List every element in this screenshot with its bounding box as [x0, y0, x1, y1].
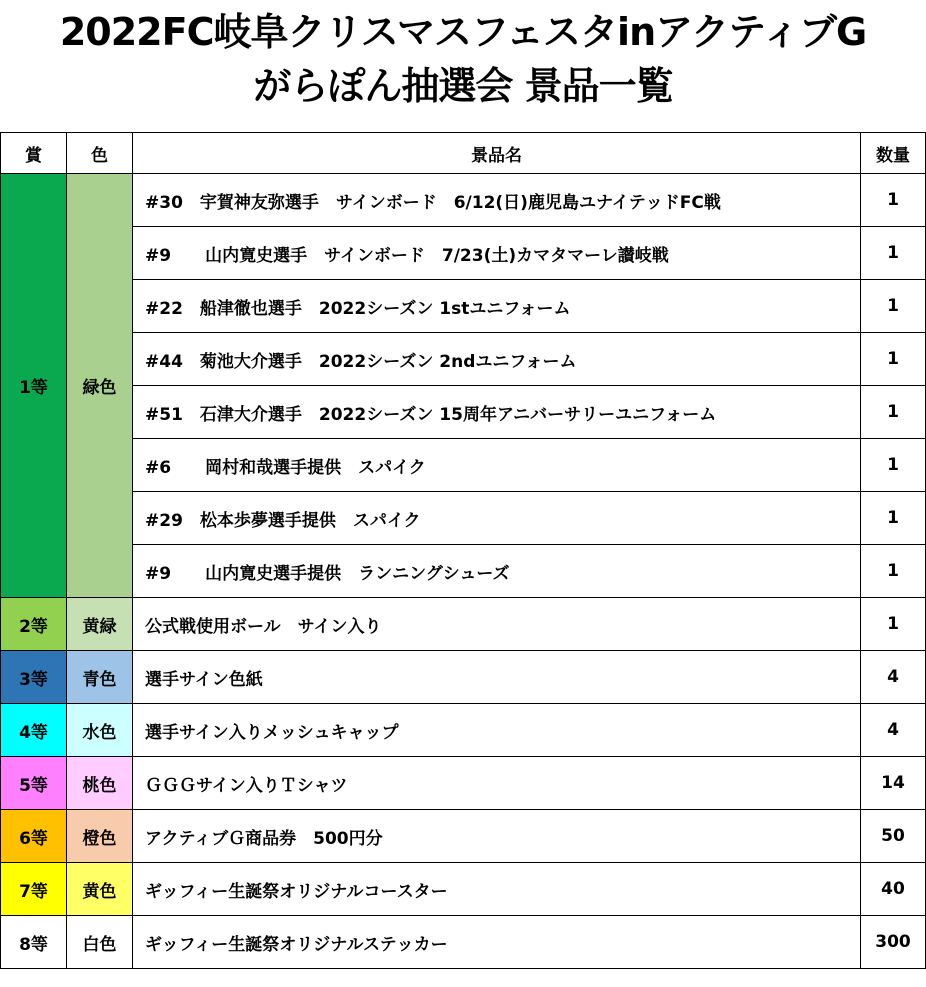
table-row	[1, 492, 926, 545]
color-cell: 黄緑	[67, 598, 133, 651]
table-header-row	[1, 133, 926, 174]
table-row	[1, 174, 926, 227]
table-row	[1, 598, 926, 651]
color-cell: 水色	[67, 704, 133, 757]
color-cell: 青色	[67, 651, 133, 704]
item-qty: 14	[861, 757, 926, 810]
item-qty: 300	[861, 916, 926, 969]
table-row	[1, 757, 926, 810]
table-row	[1, 439, 926, 492]
item-qty: 40	[861, 863, 926, 916]
item-name: #22 船津徹也選手 2022シーズン 1stユニフォーム	[133, 280, 861, 333]
item-name: #6 岡村和哉選手提供 スパイク	[133, 439, 861, 492]
item-qty: 1	[861, 386, 926, 439]
item-qty: 50	[861, 810, 926, 863]
item-qty: 1	[861, 333, 926, 386]
item-qty: 1	[861, 174, 926, 227]
item-qty: 1	[861, 545, 926, 598]
color-cell: 白色	[67, 916, 133, 969]
table-row	[1, 704, 926, 757]
color-cell: 黄色	[67, 863, 133, 916]
item-qty: 4	[861, 651, 926, 704]
item-qty: 4	[861, 704, 926, 757]
item-name: #44 菊池大介選手 2022シーズン 2ndユニフォーム	[133, 333, 861, 386]
item-name: #30 宇賀神友弥選手 サインボード 6/12(日)鹿児島ユナイテッドFC戦	[133, 174, 861, 227]
item-name: ギッフィー生誕祭オリジナルステッカー	[133, 916, 861, 969]
color-cell: 桃色	[67, 757, 133, 810]
prize-cell: 5等	[1, 757, 67, 810]
prize-cell: 8等	[1, 916, 67, 969]
page-title: 2022FC岐阜クリスマスフェスタinアクティブG	[59, 10, 867, 54]
header-prize: 賞	[1, 133, 67, 174]
prize-cell: 7等	[1, 863, 67, 916]
item-name: ＧＧＧサイン入りＴシャツ	[133, 757, 861, 810]
table-row	[1, 280, 926, 333]
table-row	[1, 333, 926, 386]
page-subtitle: がらぽん抽選会 景品一覧	[253, 64, 673, 108]
item-qty: 1	[861, 227, 926, 280]
prize-table	[0, 132, 926, 969]
item-name: #9 山内寛史選手提供 ランニングシューズ	[133, 545, 861, 598]
table-row	[1, 227, 926, 280]
item-name: ギッフィー生誕祭オリジナルコースター	[133, 863, 861, 916]
table-row	[1, 545, 926, 598]
header-qty: 数量	[861, 133, 926, 174]
item-qty: 1	[861, 492, 926, 545]
table-row	[1, 386, 926, 439]
header-item: 景品名	[133, 133, 861, 174]
color-cell: 緑色	[67, 174, 133, 598]
table-row	[1, 916, 926, 969]
item-name: #29 松本歩夢選手提供 スパイク	[133, 492, 861, 545]
prize-cell: 4等	[1, 704, 67, 757]
item-name: 選手サイン色紙	[133, 651, 861, 704]
prize-cell: 2等	[1, 598, 67, 651]
item-name: #9 山内寛史選手 サインボード 7/23(土)カマタマーレ讃岐戦	[133, 227, 861, 280]
item-qty: 1	[861, 280, 926, 333]
prize-cell: 6等	[1, 810, 67, 863]
item-name: アクティブＧ商品券 500円分	[133, 810, 861, 863]
header-color: 色	[67, 133, 133, 174]
prize-cell: 1等	[1, 174, 67, 598]
item-name: 選手サイン入りメッシュキャップ	[133, 704, 861, 757]
item-name: #51 石津大介選手 2022シーズン 15周年アニバーサリーユニフォーム	[133, 386, 861, 439]
color-cell: 橙色	[67, 810, 133, 863]
prize-cell: 3等	[1, 651, 67, 704]
table-row	[1, 810, 926, 863]
item-qty: 1	[861, 598, 926, 651]
table-row	[1, 651, 926, 704]
item-qty: 1	[861, 439, 926, 492]
item-name: 公式戦使用ボール サイン入り	[133, 598, 861, 651]
table-row	[1, 863, 926, 916]
